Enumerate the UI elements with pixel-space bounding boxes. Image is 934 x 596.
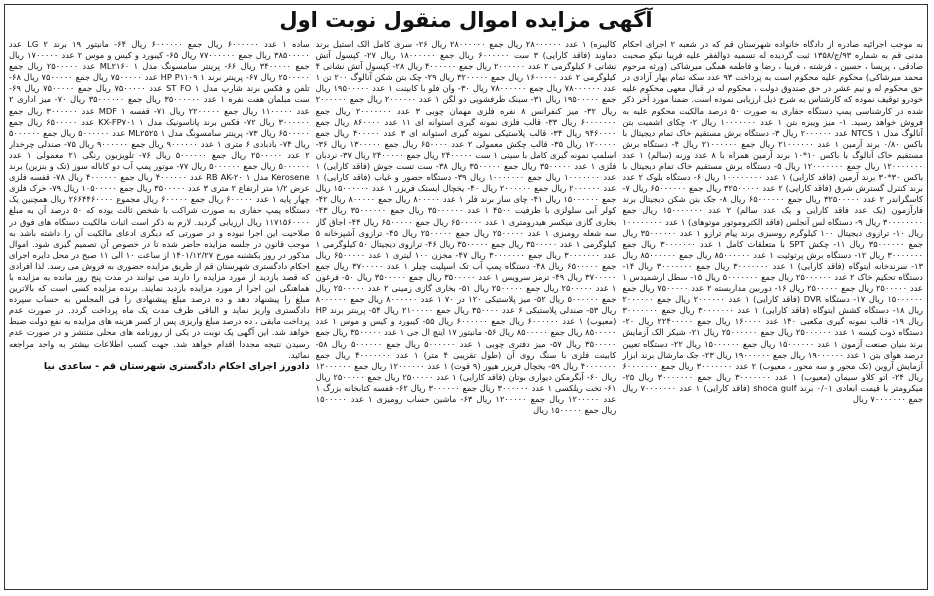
auction-notice [4,4,928,590]
notice-column-text: ساده ۱ عدد ۶۰۰۰۰۰۰ ریال جمع ۶۰۰۰۰۰۰ ریال ۶۴- مانیتور ۱۹ برند LG ۲ عدد ۳۸۵۰۰۰۰۰ ریال جمع ۷۷۰۰۰۰۰۰ ریال ۶۵- کیبورد و کیس و موس ۲ عدد ۱۷۰۰۰۰۰ ریال جمع ۳۴۰۰۰۰۰ ریال ۶۶- پرینتر سامسونگ مدل ML۲۱۶۰ ۱ عدد ۲۵۰۰۰۰۰ ریال جمع ۲۵۰۰۰۰۰ ریال ۶۷- پرینتر برند HP P۱۱۰۹ ۱ عدد ۷۵۰۰۰۰۰ ریال جمع ۷۵۰۰۰۰۰ ریال ۶۸- تلفن و فکس برند شارپ مدل ST FO ۱ عدد ۷۵۰۰۰۰۰ ریال جمع ۷۵۰۰۰۰۰ ریال ۶۹- ست مبلمان هفت نفره ۱ عدد ۳۵۰۰۰۰۰۰ ریال جمع ۳۵۰۰۰۰۰۰ ریال ۷۰- میز اداری ۲ عدد ۱۱۰۰۰۰۰ ریال جمع ۲۲۰۰۰۰۰ ریال ۷۱- قفسه MDF ۱ عدد ۳۰۰۰۰۰۰ ریال جمع ۳۰۰۰۰۰۰ ریال ۷۲- فکس برند پاناسونیک مدل KX-FP۷۰۱ ۱ عدد ۶۵۰۰۰۰۰ ریال جمع ۶۵۰۰۰۰۰ ریال ۷۳- پرینتر سامسونگ مدل ML۲۵۲۵ ۱ عدد ۵۰۰۰۰۰۰ ریال جمع ۵۰۰۰۰۰۰ ریال ۷۴- بادبادی ۶ متری ۱ عدد ۹۰۰۰۰۰۰ ریال جمع ۹۰۰۰۰۰۰ ریال ۷۵- صندلی چرخدار ۲ عدد ۲۵۰۰۰۰۰ ریال جمع ۵۰۰۰۰۰۰ ریال ۷۶- تلویزیون رنگی ۲۱ معمولی ۱ عدد ۵۰۰۰۰۰۰ ریال جمع ۵۰۰۰۰۰۰ ریال ۷۷- موتور پمپ آب دو کاناله سوز (تک و بنزین) برند Kerosene مدل RB AK-۲۰ ۱ عدد ۴۰۰۰۰۰۰ ریال جمع ۴۰۰۰۰۰۰ ریال ۷۸- قفسه فلزی عرض ۱/۲ متر ارتفاع ۲ متری ۳ عدد ۳۵۰۰۰۰۰ ریال جمع ۱۰۵۰۰۰۰۰ ریال ۷۹- خرک فلزی چهار پایه ۱ عدد ۶۰۰۰۰۰ ریال جمع ۶۰۰۰۰۰ ریال مجموع ۲۶۶۴۴۶۰۰۰۰ ریال همچنین یک دستگاه پمپ حفاری به صورت شراکت با شخص ثالث بوده که ۵۰ درصد آن به مبلغ ۱۱۷۱۵۶۰۰۰۰ ریال ارزیابی گردید. لازم به ذکر است اثبات مالکیت دستگاه های فوق در صلاحیت این اجرا نبوده و در صورتی که دیگری ادعای مالکیت آن را داشته باشد به موجب قانون در جلسه مزایده حاضر شده تا در خصوص آن تصمیم گیری شود. اموال مذکور در روز یکشنبه مورخ ۱۴۰۱/۱۲/۲۷ از ساعت ۱۰ الی ۱۱ صبح در محل دایره اجرای احکام دادگستری شهرستان قم از طریق مزایده حضوری به فروش می رسد. لذا افرادی که قصد بازدید از مورد مزایده را دارند می توانند در مدت پنج روز مانده به مزایده با هماهنگی این اجرا از مورد مزایده بازدید نمایند. برنده مزایده کسی است که بالاترین مبلغ را پیشنهاد دهد و ده درصد مبلغ پیشنهادی را فی المجلس به حساب سپرده دادگستری واریز نماید و الباقی ظرف مدت یک ماه پرداخت گردد. در صورت عدم پرداخت مابقی ، ده درصد مبلغ واریزی پس از کسر هزینه های مزایده به نفع دولت ضبط خواهد شد. این آگهی یک نوبت در یکی از روزنامه های محلی منتشر و در صورت عدم رسیدن نتیجه مجددا اقدام خواهد شد. جهت کسب اطلاعات بیشتر به واحد مراجعه نمائید. [8,39,310,360]
notice-title: آگهی مزایده اموال منقول نوبت اول [279,8,653,32]
notice-columns [9,39,923,585]
notice-signature: دادورز اجرای احکام دادگستری شهرستان قم - ساعدی نیا [43,360,310,372]
notice-column-right [622,39,923,585]
notice-column-text: به موجب اجرائیه صادره از دادگاه خانواده شهرستان قم که در شعبه ۲ اجرای احکام مدنی قم به شماره ۹۳/ج/۱۳۵۸ ثبت گردیده له تسمیه ذوالفقر علیه فریبا نیکو صحبت صادقی ، پریسا ، حسین ، فرشته ، فریبا ، رضا و فاطمه همگی میرشاکی (ورثه مرحوم محمد میرشاکی) محکوم علیه محکوم است به پرداخت ۹۳ عدد سکه تمام بهار آزادی در حق محکوم له و نیم عشر در حق صندوق دولت ، محکوم له در قبال معهی محکوم علیه خودرو توقیف نموده که کارشناس به شرح ذیل ارزیابی نموده است. ضمنا مورد آخر ذکر شده در کارشناسی پمپ دستگاه حفاری به صورت ۵۰ درصد مالکیت محکوم علیه به فروش خواهد رسید. ۱- میز ویبره بتن ۱ عدد ۱۰۰۰۰۰۰۰ ریال ۲- چکای اشمیت بتن آنالوگ مدل NTCS ۱ عدد ۲۰۰۰۰۰۰ ریال ۳- دستگاه برش مستقیم خاک تمام دیجیتال با باکس ۰/۸۰ برند آرمین ۱ عدد ۲۱۰۰۰۰۰۰ ریال جمع ۲۱۰۰۰۰۰۰ ریال ۴- دستگاه برش مستقیم خاک آنالوگ با باکس ۱۰*۱۰ برند آرمین همراه با ۸ عدد وزنه (سالم) ۱ عدد ۱۲۰۰۰۰۰۰۰ ریال جمع ۱۲۰۰۰۰۰۰۰ ریال ۵- دستگاه برش مستقیم خاک تمام دیجیتال با باکس ۳۰*۳۰ برند آرمین (فاقد کارایی) ۱ عدد ۱۰۰۰۰۰۰۰۰ ریال ۶- دستگاه بلوک ۲ عدد برند کنترل گسترش شرق (فاقد کارایی) ۲ عدد ۳۲۵۰۰۰۰۰ ریال جمع ۶۵۰۰۰۰۰۰ ریال ۷- کاسگراندر ۲ عدد ۳۲۵۰۰۰۰۰ ریال جمع ۶۵۰۰۰۰۰۰ ریال ۸- جک بتن شکن دیجیتال برند فارآزمون (یک عدد فاقد کارایی و یک عدد سالم) ۲ عدد ۱۵۰۰۰۰۰۰۰ ریال جمع ۳۰۰۰۰۰۰۰۰ ریال ۹- دستگاه لس آنجلس (فاقد الکتروموتور موتوهای) ۱ عدد ۱۰۰۰۰۰۰۰۰ ریال ۱۰- ترازوی دیجیتال ۱۰۰ کیلوگرم روسیزی برند پیام ترازو ۱ عدد ۳۵۰۰۰۰۰۰ ریال جمع ۳۵۰۰۰۰۰۰ ریال ۱۱- چکش SPT با متعلقات کامل ۱ عدد ۳۰۰۰۰۰۰۰ ریال جمع ۳۰۰۰۰۰۰۰ ریال ۱۲- دستگاه برش پرتوئیت ۱ عدد ۸۵۰۰۰۰۰۰ ریال جمع ۸۵۰۰۰۰۰۰ ریال ۱۳- سرندخانه ایتوگاه (فاقد کارایی) ۱ عدد ۳۰۰۰۰۰۰۰ ریال جمع ۳۰۰۰۰۰۰۰ ریال ۱۴- دستگاه تحکیم خاک ۲ عدد ۲۵۰۰۰۰۰۰ ریال جمع ۵۰۰۰۰۰۰۰ ریال ۱۵- سطل ارشمیدس ۱ عدد ۲۵۰۰۰۰۰ ریال جمع ۲۵۰۰۰۰۰ ریال ۱۶- دوربین مداربسته ۲ عدد ۷۵۰۰۰۰۰ ریال جمع ۱۵۰۰۰۰۰۰ ریال ۱۷- دستگاه DVR (فاقد کارایی) ۱ عدد ۲۰۰۰۰۰۰ ریال جمع ۲۰۰۰۰۰۰ ریال ۱۸- دستگاه کشش ایتوگاه (فاقد کارایی) ۱ عدد ۳۰۰۰۰۰۰۰ ریال جمع ۳۰۰۰۰۰۰۰ ریال ۱۹- قالب نمونه گیری مکعبی ۱۴۰ عدد ۱۶۰۰۰۰ ریال جمع ۲۲۴۰۰۰۰۰ ریال ۲۰- دستگاه ذوب کیسه ۱ عدد ۲۵۰۰۰۰۰۰ ریال جمع ۲۵۰۰۰۰۰۰ ریال ۲۱- شیکر الک آزمایش برند بنیان صنعت آزمون ۱ عدد ۱۵۰۰۰۰۰۰ ریال جمع ۱۵۰۰۰۰۰۰ ریال ۲۲- دستگاه تعیین درصد هوای بتن ۱ عدد ۱۹۰۰۰۰۰۰ ریال جمع ۱۹۰۰۰۰۰۰ ریال ۲۳- جک مارشال برند ابزار آزمایش آروین (تک محور و سه محور ، معیوب) ۲ عدد ۳۰۰۰۰۰۰۰ ریال جمع ۶۰۰۰۰۰۰۰ ریال ۲۴- اتو کلاو سیمان (معیوب) ۱ عدد ۳۰۰۰۰۰۰۰ ریال جمع ۳۰۰۰۰۰۰۰ ریال ۲۵- میکرومتر با قیمت ابعادی ۰/۰۱ برند shoca gulf (فاقد کارایی) ۱ عدد ۷۰۰۰۰۰۰۰ ریال جمع ۷۰۰۰۰۰۰۰ ریال [622,39,923,404]
notice-column-left [9,39,310,585]
notice-column-text: کالیبره) ۱ عدد ۲۸۰۰۰۰۰۰ ریال جمع ۲۸۰۰۰۰۰۰ ریال ۲۶- سری کامل الک استیل برند دماوند (فاقد کارایی) ۳ ست ۶۰۰۰۰۰۰ ریال جمع ۱۸۰۰۰۰۰۰ ریال ۲۷- کپسول آتش نشانی ۶ کیلوگرمی ۲ عدد ۲۰۰۰۰۰۰ ریال جمع ۴۰۰۰۰۰۰ ریال ۲۸- کپسول آتش نشانی ۴ کیلوگرمی ۲ عدد ۱۶۰۰۰۰۰ ریال جمع ۳۲۰۰۰۰۰ ریال ۲۹- چک بتن شکن آنالوگ ۲۰۰ تن ۱ عدد ۷۸۰۰۰۰۰۰ ریال جمع ۷۸۰۰۰۰۰۰ ریال ۳۰- وان فلو با کابینت ۱ عدد ۱۹۵۰۰۰۰۰ ریال جمع ۱۹۵۰۰۰۰۰ ریال ۳۱- سینک ظرفشویی دو لگن ۱ عدد ۲۰۰۰۰۰۰ ریال جمع ۲۰۰۰۰۰۰ ریال ۳۲- میز کنفرانس ۸ نفره فلزی مهمان چوبی ۳ عدد ۲۰۰۰۰۰۰۰ ریال جمع ۶۰۰۰۰۰۰۰ ریال ۳۳- قالب فلزی نمونه گیری استوانه ای ۱۱ عدد ۸۶۰۰۰۰ ریال جمع ۹۴۶۰۰۰۰ ریال ۳۴- قالب پلاستیکی نمونه گیری استوانه ای ۳ عدد ۴۰۰۰۰۰ ریال جمع ۱۲۰۰۰۰۰ ریال ۳۵- قالب چکش معمولی ۲ عدد ۶۵۰۰۰۰ ریال جمع ۱۳۰۰۰۰۰ ریال ۳۶- اسلمپ نمونه گیری کامل با سینی ۱ ست ۲۴۰۰۰۰۰ ریال جمع ۲۴۰۰۰۰۰ ریال ۳۷- نردبان فلزی ۱ عدد ۳۵۰۰۰۰۰ ریال جمع ۳۵۰۰۰۰۰ ریال ۳۸- ست تست جوش (فاقد کارایی) ۱ عدد ۱۰۰۰۰۰۰۰ ریال جمع ۱۰۰۰۰۰۰۰ ریال ۳۹- دستگاه حضور و غیاب (فاقد کارایی) ۱ عدد ۲۰۰۰۰۰۰ ریال جمع ۲۰۰۰۰۰۰ ریال ۴۰- یخچال ایستک فریزر ۱ عدد ۱۵۰۰۰۰۰۰ ریال جمع ۱۵۰۰۰۰۰۰ ریال ۴۱- چای ساز برند فلر ۱ عدد ۸۰۰۰۰۰ ریال جمع ۸۰۰۰۰۰ ریال ۴۲- کولر آبی سلولزی با ظرفیت ۴۵۰۰ ۱ عدد ۳۵۰۰۰۰۰۰ ریال جمع ۳۵۰۰۰۰۰۰ ریال ۴۳- بخاری گازی میکسر هیدرومتری ۱ عدد ۶۵۰۰۰۰۰ ریال جمع ۶۵۰۰۰۰۰ ریال ۴۴- اجاق گاز سه شعله رومیزی ۱ عدد ۲۵۰۰۰۰۰ ریال جمع ۲۵۰۰۰۰۰ ریال ۴۵- ترازوی آشپزخانه ۵ کیلوگرمی ۱ عدد ۳۵۰۰۰۰۰ ریال جمع ۳۵۰۰۰۰۰ ریال ۴۶- ترازوی دیجیتال ۵۰ کیلوگرمی ۱ عدد ۳۰۰۰۰۰۰۰ ریال جمع ۳۰۰۰۰۰۰۰ ریال ۴۷- مخزن ۱۰۰ لیتری ۱ عدد ۶۵۰۰۰۰۰ ریال جمع ۶۵۰۰۰۰۰ ریال ۴۸- دستگاه پمپ آب تک اسپلیت چیلر ۱ عدد ۳۷۰۰۰۰۰ ریال جمع ۳۷۰۰۰۰۰ ریال ۴۹- ترمز سرویس ۱ عدد ۳۵۰۰۰۰۰ ریال جمع ۳۵۰۰۰۰۰ ریال ۵۰- فرغون ۱ عدد ۲۵۰۰۰۰۰ ریال جمع ۲۵۰۰۰۰۰ ریال ۵۱- بخاری گازی زمینی ۲ عدد ۲۵۰۰۰۰۰ ریال جمع ۵۰۰۰۰۰۰ ریال ۵۲- میز پلاستیکی ۱۲۰ در ۷۰ ۱ عدد ۸۰۰۰۰۰۰ ریال جمع ۸۰۰۰۰۰۰ ریال ۵۳- صندلی پلاستیکی ۶ عدد ۳۵۰۰۰۰ ریال جمع ۲۱۰۰۰۰۰ ریال ۵۴- پرینتر برند HP (معیوب) ۱ عدد ۶۰۰۰۰۰۰ ریال جمع ۶۰۰۰۰۰۰ ریال ۵۵- کیبورد و کیس و موس ۱ عدد ۸۵۰۰۰۰۰ ریال جمع ۸۵۰۰۰۰۰ ریال ۵۶- مانیتور ۱۷ اینچ ال جی ۱ عدد ۳۵۰۰۰۰۰ ریال جمع ۳۵۰۰۰۰۰ ریال ۵۷- میز دفتری چوبی ۱ عدد ۵۰۰۰۰۰۰ ریال جمع ۵۰۰۰۰۰۰ ریال ۵۸- کابینت فلزی با سنگ روی آن (طول تقریبی ۴ متر) ۱ عدد ۴۰۰۰۰۰۰۰ ریال جمع ۴۰۰۰۰۰۰۰ ریال ۵۹- یخچال فریزر هیور (۹ فوت) ۱ عدد ۱۲۰۰۰۰۰۰ ریال جمع ۱۲۰۰۰۰۰۰ ریال ۶۰- آبگرمکن دیواری بوتان (فاقد کارایی) ۱ عدد ۲۵۰۰۰۰۰ ریال جمع ۲۵۰۰۰۰۰ ریال ۶۱- تخت ریلکسی ۱ عدد ۳۰۰۰۰۰۰ ریال جمع ۳۰۰۰۰۰۰ ریال ۶۲- قفسه کتابخانه بزرگ ۱ عدد ۱۲۰۰۰۰۰ ریال جمع ۱۲۰۰۰۰۰ ریال ۶۳- ماشین حساب رومیزی ۱ عدد ۱۵۰۰۰۰۰ ریال جمع ۱۵۰۰۰۰۰ ریال [315,39,617,416]
notice-column-middle [316,39,617,585]
